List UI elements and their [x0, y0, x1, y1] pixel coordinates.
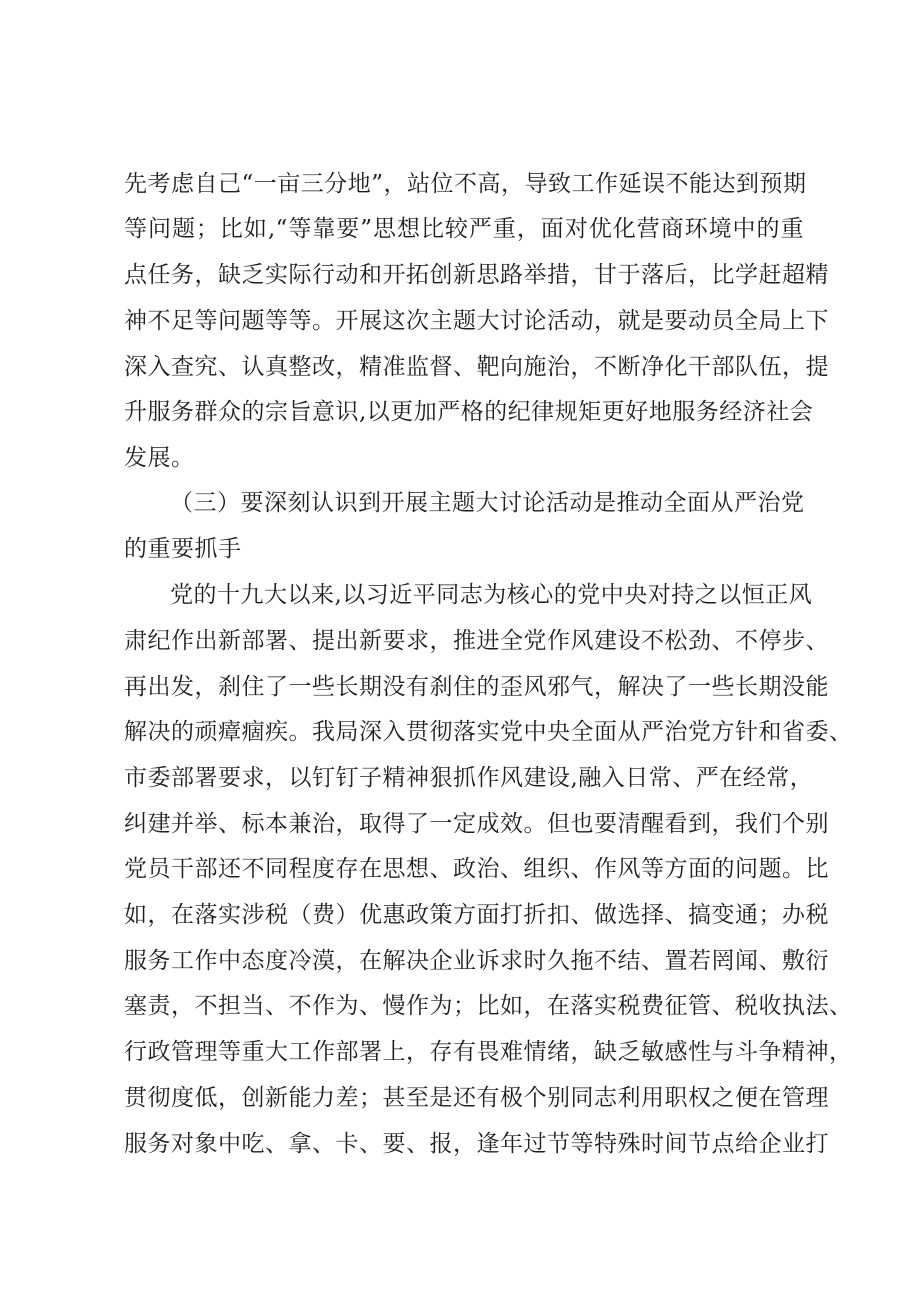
text-line: 塞责，不担当、不作为、慢作为；比如，在落实税费征管、税收执法、	[124, 993, 853, 1019]
text-line: 发展。	[124, 445, 195, 471]
text-line: 服务工作中态度冷漠，在解决企业诉求时久拖不结、置若罔闻、敷衍	[124, 948, 829, 974]
text-line: 深入查究、认真整改，精准监督、靶向施治，不断净化干部队伍，提	[124, 354, 829, 380]
text-line: 解决的顽瘴痼疾。我局深入贯彻落实党中央全面从严治党方针和省委、	[124, 719, 853, 745]
text-line: 党员干部还不同程度存在思想、政治、组织、作风等方面的问题。比	[124, 856, 829, 882]
text-line: 市委部署要求，以钉钉子精神狠抓作风建设,融入日常、严在经常，	[124, 765, 814, 791]
text-line: 神不足等问题等等。开展这次主题大讨论活动，就是要动员全局上下	[124, 308, 829, 334]
text-line: 再出发，刹住了一些长期没有刹住的歪风邪气，解决了一些长期没能	[124, 674, 829, 700]
section-heading-cont: 的重要抓手	[124, 536, 242, 562]
text-line: 党的十九大以来,以习近平同志为核心的党中央对持之以恒正风	[170, 582, 813, 608]
text-line: 升服务群众的宗旨意识,以更加严格的纪律规矩更好地服务经济社会	[124, 399, 814, 425]
section-heading: （三）要深刻认识到开展主题大讨论活动是推动全面从严治党	[170, 490, 805, 516]
text-line: 服务对象中吃、拿、卡、要、报，逢年过节等特殊时间节点给企业打	[124, 1131, 829, 1157]
text-line: 点任务，缺乏实际行动和开拓创新思路举措，甘于落后，比学赶超精	[124, 262, 829, 288]
text-line: 先考虑自己“一亩三分地”，站位不高，导致工作延误不能达到预期	[124, 171, 807, 197]
text-line: 等问题；比如,“等靠要”思想比较严重，面对优化营商环境中的重	[124, 216, 804, 242]
text-line: 纠建并举、标本兼治，取得了一定成效。但也要清醒看到，我们个别	[124, 811, 829, 837]
text-line: 如，在落实涉税（费）优惠政策方面打折扣、做选择、搞变通；办税	[124, 902, 829, 928]
text-line: 行政管理等重大工作部署上，存有畏难情绪，缺乏敏感性与斗争精神，	[124, 1039, 853, 1065]
text-line: 贯彻度低，创新能力差；甚至是还有极个别同志利用职权之便在管理	[124, 1085, 829, 1111]
text-line: 肃纪作出新部署、提出新要求，推进全党作风建设不松劲、不停步、	[124, 628, 829, 654]
